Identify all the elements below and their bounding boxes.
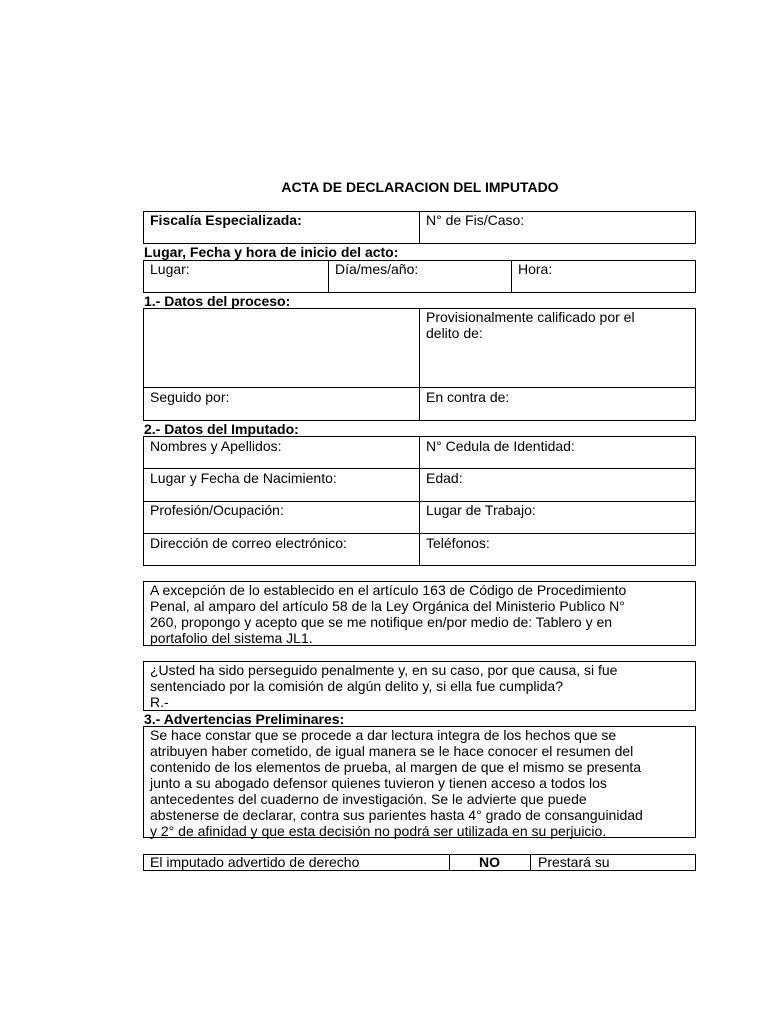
hora-label: Hora: [518,261,553,277]
header-divider [419,211,420,244]
imputado-heading: 2.- Datos del Imputado: [144,421,299,437]
final-divider-2 [530,854,531,871]
proceso-divider [419,308,420,421]
contra-label: En contra de: [426,389,510,405]
proceso-heading: 1.- Datos del proceso: [144,293,291,309]
telefonos-label: Teléfonos: [426,535,490,551]
profesion-label: Profesión/Ocupación: [150,502,284,518]
correo-label: Dirección de correo electrónico: [150,535,347,551]
notificacion-text: A excepción de lo establecido en el artículo 163 de Código de Procedimiento Penal, al amparo del artículo 58 de la Ley Orgánica del Ministerio Publico N° 260, propongo y acepto que se me notifique en/por medio de: Tablero y en portafolio del sistema JL1. [150,582,627,646]
document-title: ACTA DE DECLARACION DEL IMPUTADO [281,179,559,195]
proceso-row-line [143,387,696,388]
imputado-row-line-1 [143,468,696,469]
nacimiento-label: Lugar y Fecha de Nacimiento: [150,470,337,486]
lugar-label: Lugar: [150,261,190,277]
no-label: NO [479,854,500,870]
trabajo-label: Lugar de Trabajo: [426,502,536,518]
fecha-label: Día/mes/año: [335,261,419,277]
lugar-heading: Lugar, Fecha y hora de inicio del acto: [144,244,399,260]
fiscalia-label: Fiscalía Especializada: [150,212,302,228]
prestara-label: Prestará su [538,854,610,870]
advertencias-text: Se hace constar que se procede a dar lectura integra de los hechos que se atribuyen haber cometido, de igual manera se le hace conocer el resumen del contenido de los elementos de prueba, al margen de que el mismo se presenta junto a su abogado defensor quienes tuvieron y tienen acceso a todos los antecedentes del cuaderno de investigación. Se le advierte que puede abstenerse de declarar, contra sus parientes hasta 4° grado de consanguinidad y 2° de afinidad y que esta decisión no podrá ser utilizada en su perjuicio. [150,727,643,839]
cedula-label: N° Cedula de Identidad: [426,438,575,454]
lugar-table [143,260,696,293]
edad-label: Edad: [426,470,463,486]
advertido-label: El imputado advertido de derecho [150,854,360,870]
pregunta-text: ¿Usted ha sido perseguido penalmente y, en su caso, por que causa, si fue sentenciado por la comisión de algún delito y, si ella fue cumplida? R.- [150,662,618,710]
imputado-row-line-3 [143,533,696,534]
seguido-label: Seguido por: [150,389,230,405]
delito-label: Provisionalmente calificado por el delito de: [426,309,635,341]
nombres-label: Nombres y Apellidos: [150,438,282,454]
lugar-divider-1 [328,260,329,293]
lugar-divider-2 [511,260,512,293]
caso-label: N° de Fis/Caso: [426,212,525,228]
advertencias-heading: 3.- Advertencias Preliminares: [144,711,345,727]
